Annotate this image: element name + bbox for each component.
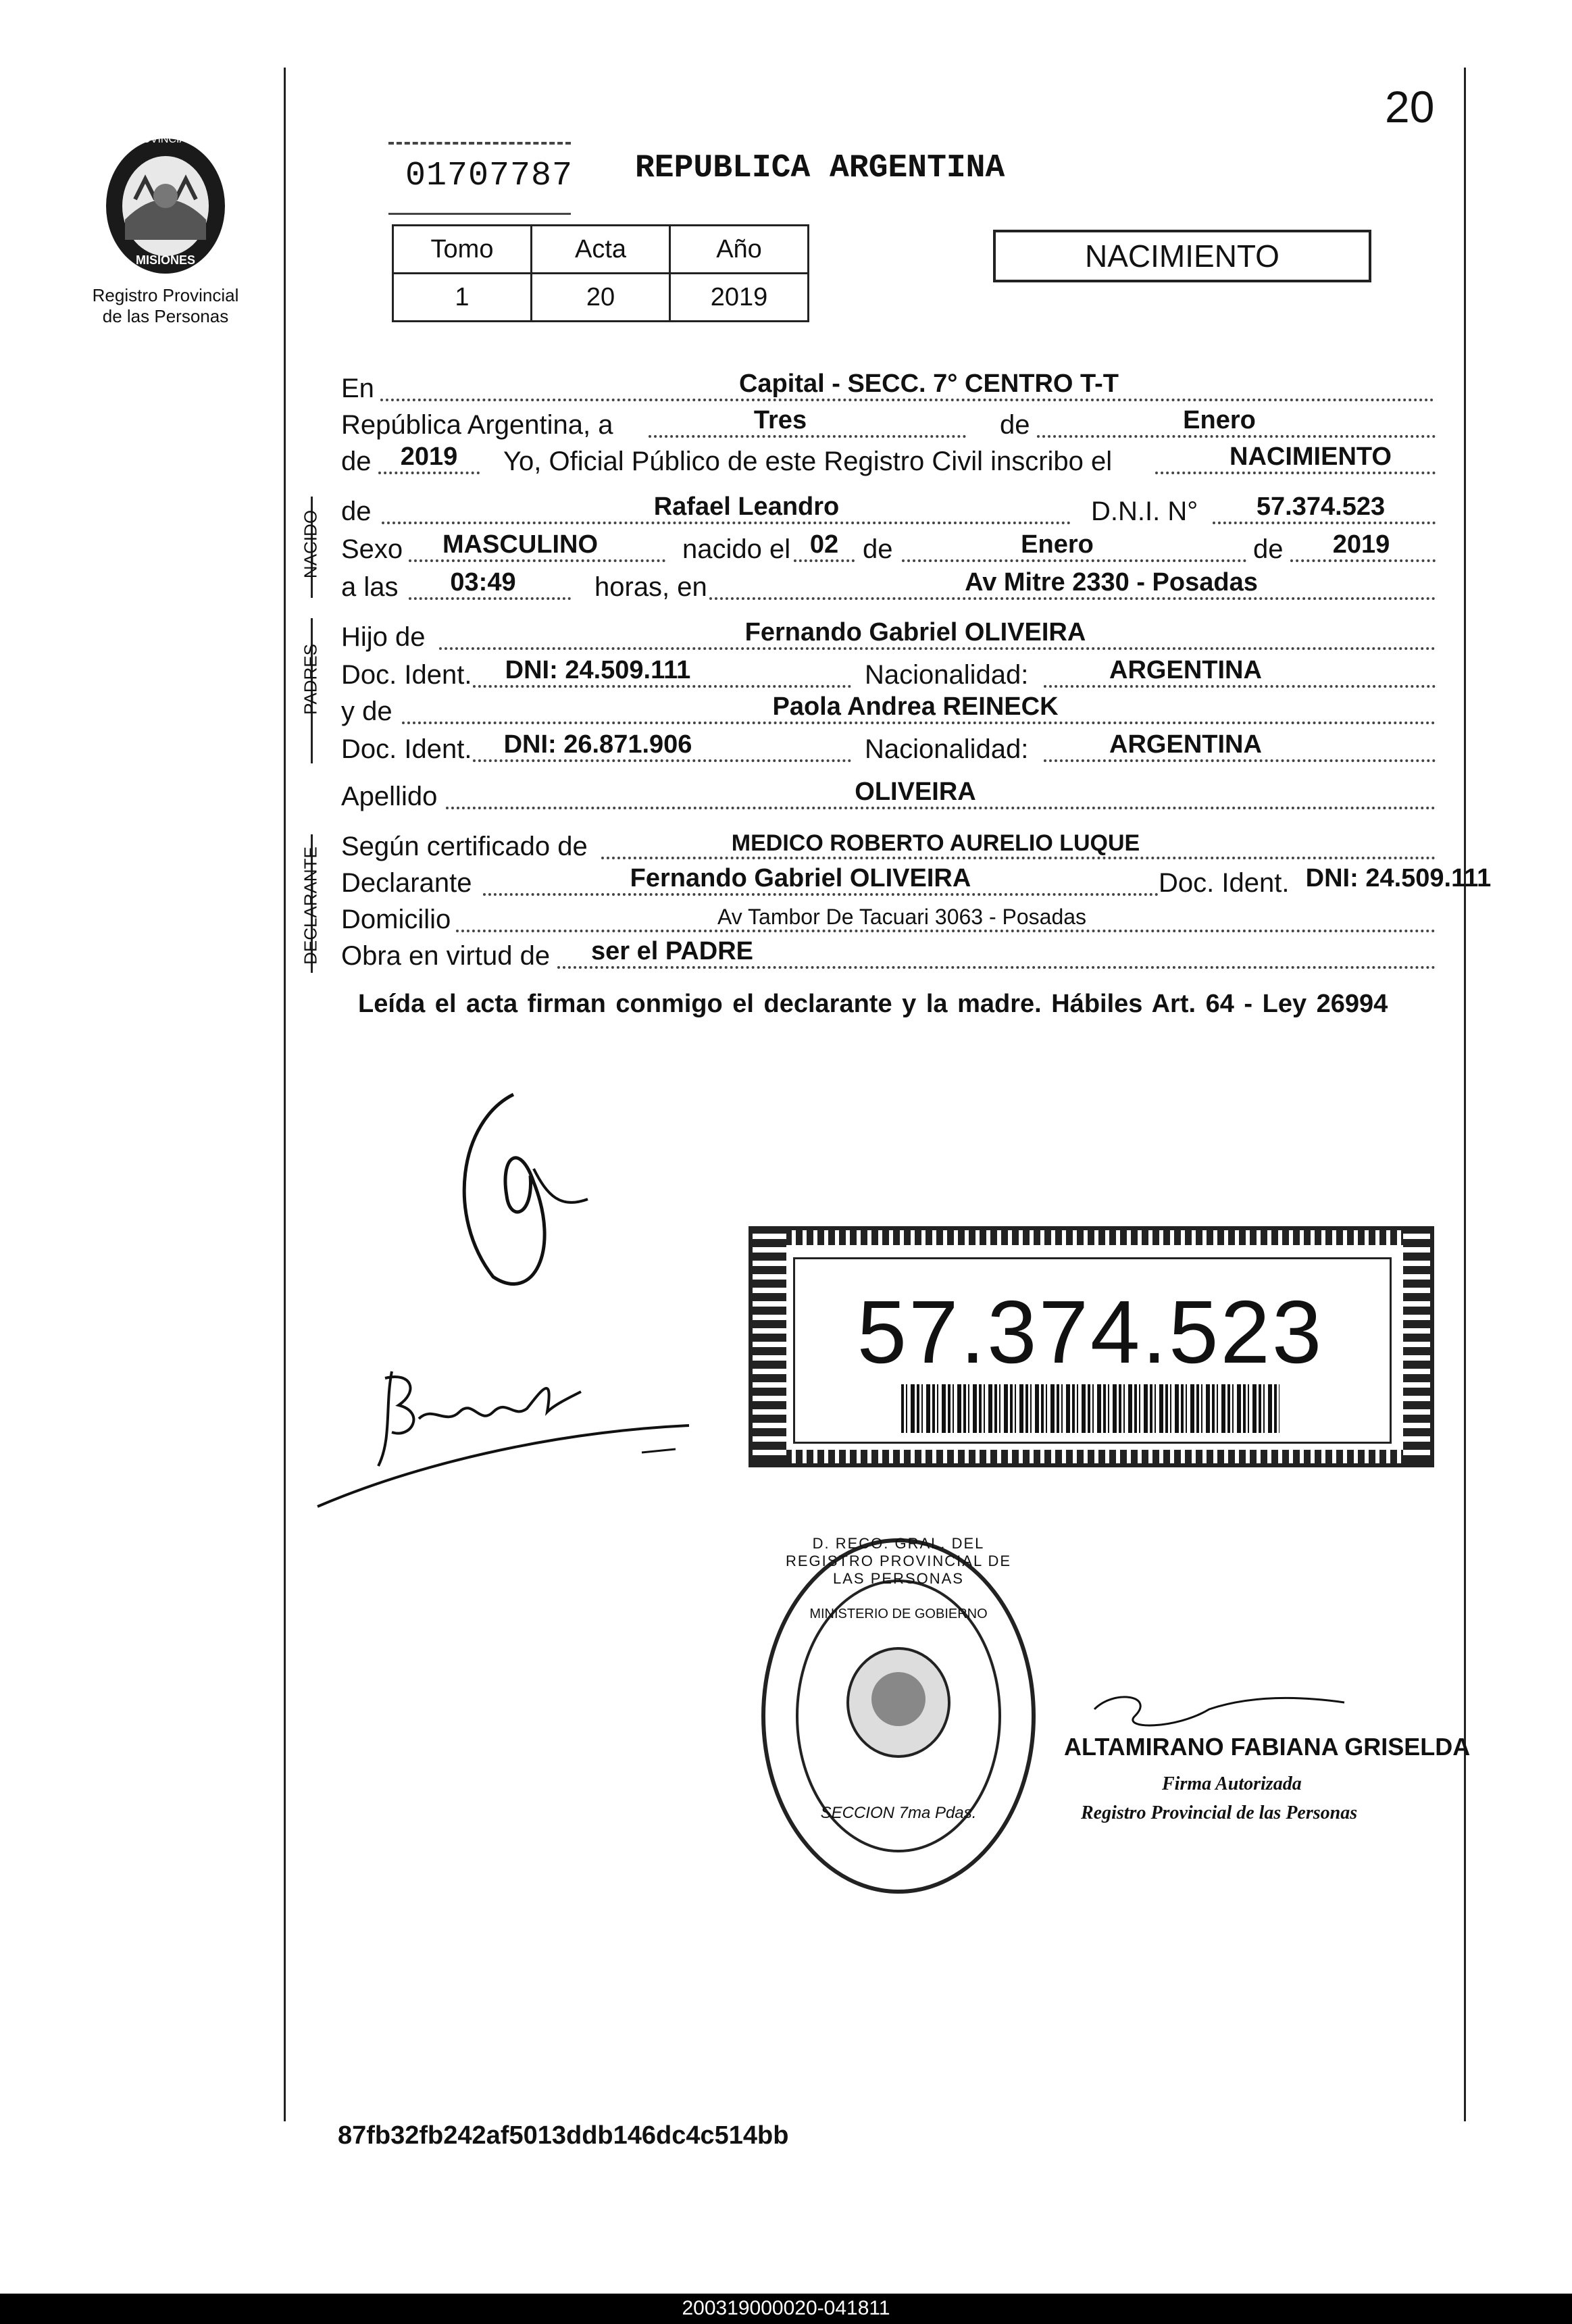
lugar-value: Av Mitre 2330 - Posadas xyxy=(965,568,1258,597)
registry-table xyxy=(392,224,809,322)
signatory-office: Registro Provincial de las Personas xyxy=(1081,1802,1358,1823)
table-header-tomo: Tomo xyxy=(393,226,532,274)
dni-label: D.N.I. N° xyxy=(1091,497,1198,526)
madre-value: Paola Andrea REINECK xyxy=(772,692,1059,721)
sticker-bottom-border xyxy=(753,1450,1430,1463)
anio-value: 2019 xyxy=(400,443,458,471)
padre-nac-label: Nacionalidad: xyxy=(865,660,1029,690)
row-padre xyxy=(341,619,1436,657)
hijo-de-label: Hijo de xyxy=(341,622,426,652)
row-padre-doc xyxy=(341,657,1436,694)
signatory-role: Firma Autorizada xyxy=(1162,1773,1302,1794)
row-inscribo xyxy=(341,443,1436,481)
obra-value: ser el PADRE xyxy=(590,937,754,965)
obra-dots xyxy=(557,966,1436,969)
padre-dots xyxy=(439,647,1436,650)
row-obra xyxy=(341,938,1436,976)
inscribo-value: NACIMIENTO xyxy=(1229,443,1392,471)
horas-en-label: horas, en xyxy=(594,572,707,602)
left-margin-rule xyxy=(284,68,286,2121)
row-madre-doc xyxy=(341,731,1436,769)
de4-label: de xyxy=(863,534,893,564)
sexo-dots xyxy=(409,559,665,562)
page-number: 20 xyxy=(1385,82,1435,132)
declarante-dots xyxy=(483,893,1159,896)
row-en xyxy=(341,370,1436,408)
republica-label: República Argentina, a xyxy=(341,410,613,440)
row-hora-lugar xyxy=(341,569,1436,607)
footer-code: 200319000020-041811 xyxy=(682,2297,890,2319)
table-header-acta: Acta xyxy=(532,226,670,274)
country-title: REPUBLICA ARGENTINA xyxy=(635,150,1005,186)
sexo-value: MASCULINO xyxy=(442,530,599,559)
serial-top-rule xyxy=(388,142,571,145)
inscribo-dots xyxy=(1155,472,1436,474)
row-sexo xyxy=(341,531,1436,569)
de3-label: de xyxy=(341,497,372,526)
nombre-dots xyxy=(382,522,1071,524)
signatory-name: ALTAMIRANO FABIANA GRISELDA xyxy=(1064,1733,1471,1761)
a-las-label: a las xyxy=(341,572,399,602)
certificado-dots xyxy=(601,857,1436,859)
mes-texto: Enero xyxy=(1183,406,1256,434)
declarante-value: Fernando Gabriel OLIVEIRA xyxy=(630,864,971,892)
certificado-label: Según certificado de xyxy=(341,832,588,861)
registry-label-line2: de las Personas xyxy=(102,306,229,326)
seal-bottom-text: MISIONES xyxy=(135,253,195,267)
row-domicilio xyxy=(341,901,1436,939)
right-margin-rule xyxy=(1464,68,1466,2121)
en-label: En xyxy=(341,374,374,403)
lugar-dots xyxy=(709,597,1436,600)
nac-anio-value: 2019 xyxy=(1332,530,1390,559)
hora-dots xyxy=(409,597,571,600)
declarante-doc-value: DNI: 24.509.111 xyxy=(1305,864,1492,892)
nac-mes-dots xyxy=(902,559,1246,562)
table-value-anio: 2019 xyxy=(670,274,809,322)
serial-bottom-rule xyxy=(388,213,571,215)
seal-top-text: PROVINCIA DE xyxy=(127,134,204,145)
sticker-dni-number: 57.374.523 xyxy=(857,1282,1324,1382)
side-label-declarante: DECLARANTE xyxy=(300,847,321,965)
padre-nac-dots xyxy=(1044,685,1436,688)
padre-value: Fernando Gabriel OLIVEIRA xyxy=(744,618,1086,647)
de1-label: de xyxy=(1000,410,1030,440)
domicilio-value: Av Tambor De Tacuari 3063 - Posadas xyxy=(717,905,1087,929)
padre-nac-value: ARGENTINA xyxy=(1109,656,1262,684)
apellido-dots xyxy=(446,807,1436,809)
y-de-label: y de xyxy=(341,697,392,726)
row-madre xyxy=(341,693,1436,731)
row-certificado xyxy=(341,828,1436,866)
nombre-value: Rafael Leandro xyxy=(653,492,840,521)
padre-doc-dots xyxy=(473,685,851,688)
nac-dia-dots xyxy=(794,559,855,562)
row-fecha-texto xyxy=(341,407,1436,445)
dni-dots xyxy=(1213,522,1436,524)
madre-nac-value: ARGENTINA xyxy=(1109,730,1262,759)
dia-texto: Tres xyxy=(753,406,807,434)
madre-nac-dots xyxy=(1044,759,1436,762)
nac-mes-value: Enero xyxy=(1021,530,1094,559)
obra-label: Obra en virtud de xyxy=(341,941,551,971)
apellido-label: Apellido xyxy=(341,782,438,811)
yo-text: Yo, Oficial Público de este Registro Civil inscribo el xyxy=(503,447,1113,476)
domicilio-dots xyxy=(456,930,1436,932)
stamp-ring-text: D. RECO. GRAL. DEL REGISTRO PROVINCIAL DE LAS PERSONAS xyxy=(785,1535,1012,1587)
stamp-inner-text: MINISTERIO DE GOBIERNO xyxy=(809,1607,988,1621)
en-value: Capital - SECC. 7° CENTRO T-T xyxy=(738,370,1119,398)
domicilio-label: Domicilio xyxy=(341,905,451,934)
madre-doc-value: DNI: 26.871.906 xyxy=(503,730,692,759)
madre-doc-dots xyxy=(473,759,851,762)
madre-doc-label: Doc. Ident. xyxy=(341,734,472,764)
registry-label-line1: Registro Provincial xyxy=(92,285,239,305)
sticker-left-border xyxy=(753,1230,786,1463)
declarante-signature xyxy=(432,1081,635,1304)
row-apellido xyxy=(341,778,1436,816)
row-nombre xyxy=(341,493,1436,531)
dni-value: 57.374.523 xyxy=(1256,492,1386,521)
madre-dots xyxy=(402,722,1436,724)
table-header-anio: Año xyxy=(670,226,809,274)
dni-sticker xyxy=(749,1226,1434,1467)
sticker-top-border xyxy=(753,1230,1430,1245)
stamp-bottom-text: SECCION 7ma Pdas. xyxy=(820,1804,977,1822)
closing-text: Leída el acta firman conmigo el declarante y la madre. Hábiles Art. 64 - Ley 26994 xyxy=(358,990,1388,1018)
table-value-acta: 20 xyxy=(532,274,670,322)
padre-doc-label: Doc. Ident. xyxy=(341,660,472,690)
madre-nac-label: Nacionalidad: xyxy=(865,734,1029,764)
madre-signature xyxy=(311,1351,716,1513)
apellido-value: OLIVEIRA xyxy=(855,778,976,806)
side-label-padres: PADRES xyxy=(300,644,321,715)
padre-doc-value: DNI: 24.509.111 xyxy=(505,656,691,684)
mes-dots xyxy=(1037,435,1436,438)
de2-label: de xyxy=(341,447,372,476)
record-type-label: NACIMIENTO xyxy=(1085,238,1279,274)
de5-label: de xyxy=(1253,534,1284,564)
hora-value: 03:49 xyxy=(450,568,516,597)
nac-anio-dots xyxy=(1290,559,1436,562)
registry-stamp xyxy=(750,1527,1047,1905)
en-dots xyxy=(380,399,1434,401)
nacido-el-label: nacido el xyxy=(682,534,791,564)
nac-dia-value: 02 xyxy=(809,530,839,559)
anio-dots xyxy=(378,472,480,474)
document-hash: 87fb32fb242af5013ddb146dc4c514bb xyxy=(338,2121,789,2150)
row-declarante xyxy=(341,864,1492,903)
declarante-doc-label: Doc. Ident. xyxy=(1159,868,1290,898)
declarante-label: Declarante xyxy=(341,868,472,898)
dia-dots xyxy=(649,435,966,438)
sexo-label: Sexo xyxy=(341,534,403,564)
table-value-tomo: 1 xyxy=(393,274,532,322)
sticker-right-border xyxy=(1403,1230,1430,1463)
sticker-barcode xyxy=(901,1384,1279,1433)
side-label-nacido: NACIDO xyxy=(300,509,321,579)
certificado-value: MEDICO ROBERTO AURELIO LUQUE xyxy=(731,830,1140,856)
serial-number: 01707787 xyxy=(405,157,574,195)
